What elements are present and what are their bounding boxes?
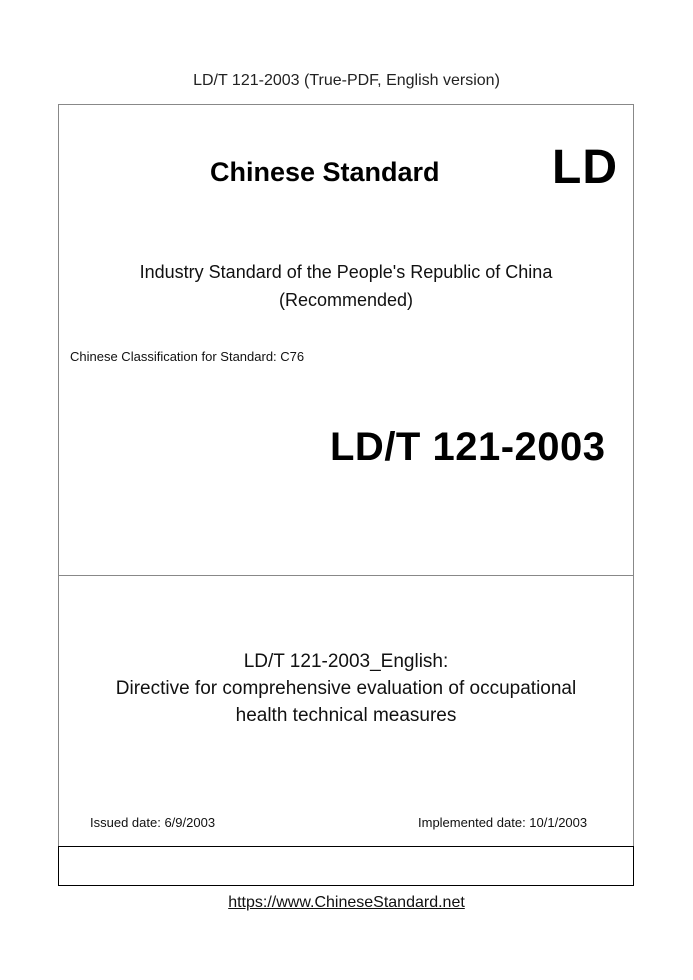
document-title	[58, 648, 634, 729]
issued-date: Issued date: 6/9/2003	[90, 815, 216, 830]
footer-url	[0, 894, 693, 912]
classification-label: Chinese Classification for Standard: C76	[70, 349, 305, 364]
main-title: Chinese Standard	[210, 157, 440, 187]
implemented-date: Implemented date: 10/1/2003	[418, 815, 588, 830]
subtitle-line-2: (Recommended)	[278, 290, 414, 310]
page-header-title: LD/T 121-2003 (True-PDF, English version)	[193, 72, 500, 89]
document-title-line-3: health technical measures	[235, 705, 457, 726]
cover-frame	[58, 104, 634, 886]
ld-mark: LD	[552, 141, 618, 194]
website-link[interactable]: https://www.ChineseStandard.net	[228, 894, 465, 911]
document-title-line-1: LD/T 121-2003_English:	[243, 651, 449, 672]
section-divider	[58, 575, 634, 576]
document-title-line-2: Directive for comprehensive evaluation of occupational	[115, 678, 577, 699]
subtitle-line-1: Industry Standard of the People's Republic of China	[139, 262, 553, 282]
subtitle	[58, 258, 634, 314]
footer-box	[58, 846, 634, 886]
standard-number: LD/T 121-2003	[330, 425, 606, 469]
